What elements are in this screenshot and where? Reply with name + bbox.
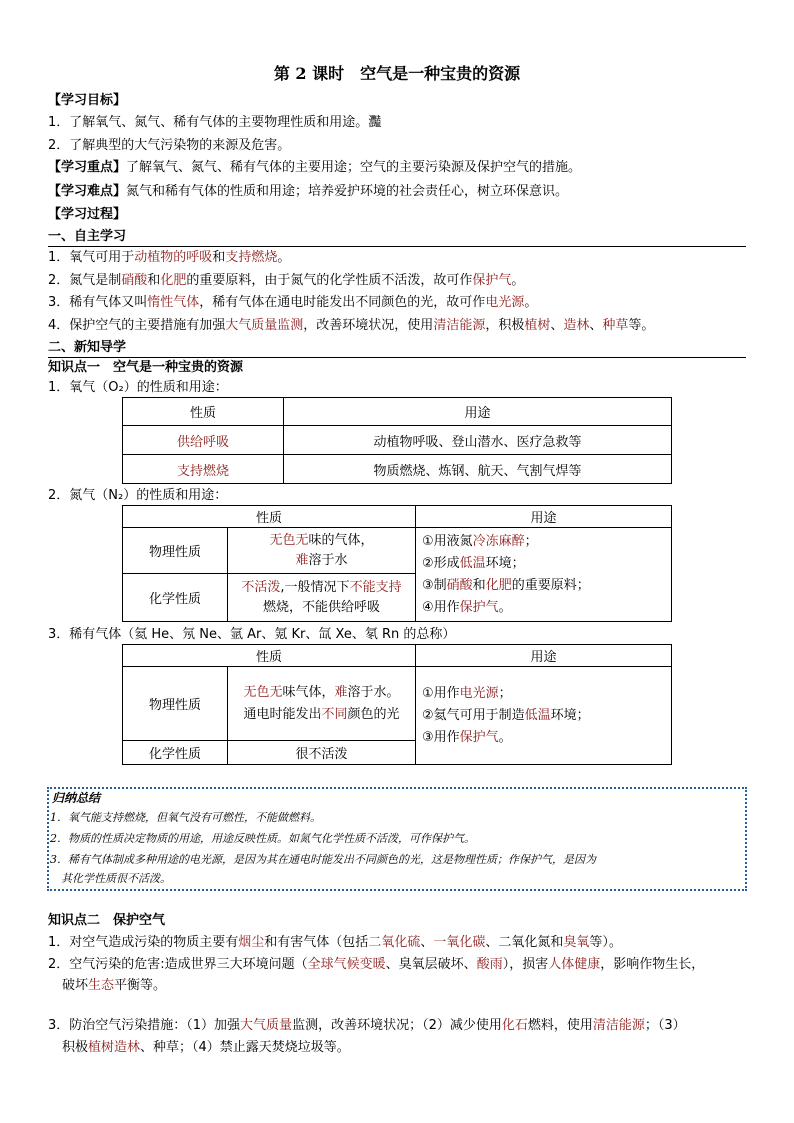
noble-physical [228,667,416,741]
answer: 种草 [602,318,629,333]
point2-line-5 [62,1038,350,1058]
row-label: 化学性质 [123,741,228,765]
point2-title: 知识点二 保护空气 [48,913,166,928]
text: ②氦气可用于制造 [422,707,525,723]
answer: 无 [295,532,309,548]
summary-box [47,787,747,891]
summary-item: 1．氧气能支持燃烧，但氧气没有可燃性，不能做燃料。 [50,811,321,824]
answer: 植树 [524,318,551,333]
summary-item: 2．物质的性质决定物质的用途，用途反映性质。如氮气化学性质不活泼，可作保护气。 [50,832,475,845]
objective-item: 1．了解氧气、氮气、稀有气体的主要物理性质和用途。灩 [48,115,382,130]
text: ③制 [422,577,447,593]
summary-heading: 归纳总结 [52,791,101,805]
text: 1．氧气可用于 [48,250,135,265]
text: 的重要原料； [511,577,590,593]
summary-item: 其化学性质很不活泼。 [61,872,171,885]
column-header: 性质 [123,398,284,426]
text: 和有害气体（包括 [264,935,369,950]
nitrogen-caption: 2．氮气（N₂）的性质和用途： [48,488,228,503]
text: 燃料，使用 [527,1018,593,1033]
oxygen-caption: 1．氧气（O₂）的性质和用途： [48,380,228,395]
text: 环境； [550,707,590,723]
answer: 大气质量 [240,1018,293,1033]
new-knowledge-heading: 二、新知导学 [48,340,127,355]
answer: 烟尘 [238,935,265,950]
column-header: 用途 [416,506,672,528]
row-label: 物理性质 [123,528,228,574]
answer: 动植物的呼吸 [134,250,213,265]
row-label: 物理性质 [123,667,228,741]
text: 、 [550,318,564,333]
noble-caption: 3．稀有气体（氦 He、氖 Ne、氩 Ar、氪 Kr、氙 Xe、氡 Rn 的总称） [48,627,456,642]
text: ），损害 [502,957,549,972]
self-study-line-1 [48,248,290,268]
nitrogen-chemical [228,574,416,622]
text: ④用作 [422,599,460,615]
text: ，稀有气体在通电时能发出不同颜色的光，故可作 [199,295,486,310]
noble-chemical: 很不活泼 [228,741,416,765]
answer: 无色 [269,532,296,548]
text: 监测，改善环境状况；（2）减少使用 [292,1018,502,1033]
text: 等。 [628,318,655,333]
key-points-text: 了解氧气、氮气、稀有气体的主要用途；空气的主要污染源及保护空气的措施。 [126,160,582,175]
text: 味气体， [282,684,335,700]
text: ，积极 [485,318,525,333]
answer: 不活泼 [241,579,281,595]
text: 4．保护空气的主要措施有加强 [48,318,226,333]
noble-gas-table [122,644,672,765]
answer: 大气质量监测 [225,318,304,333]
text: 和 [472,577,486,593]
self-study-line-4 [48,316,654,336]
text: ①用液氮 [422,533,473,549]
answer: 惰性气体 [147,295,200,310]
text: 的重要原料，由于氮气的化学性质不活泼，故可作 [186,273,473,288]
text: 和 [147,273,161,288]
text: 和 [212,250,226,265]
answer: 硝酸 [121,273,148,288]
answer: 不同 [321,706,348,722]
answer: 造林 [563,318,590,333]
answer: 保护气 [459,729,499,745]
difficulties [48,182,568,202]
answer: 难 [295,552,309,568]
text: ③用作 [422,729,460,745]
objective-item: 2．了解典型的大气污染物的来源及危害。 [48,138,291,153]
answer: 人体健康 [548,957,601,972]
text: 、种草；（4）禁止露天焚烧垃圾等。 [140,1040,350,1055]
text: 。 [498,599,512,615]
answer: 无色 [243,684,270,700]
text: 溶于水 [308,552,348,568]
nitrogen-table [122,505,672,622]
oxygen-property: 支持燃烧 [123,455,284,484]
point2-line-4 [48,1016,686,1036]
text: 。 [277,250,291,265]
answer: 硝酸 [446,577,473,593]
oxygen-use: 动植物呼吸、登山潜水、医疗急救等 [284,426,672,455]
text: 。 [498,729,512,745]
text: 3．防治空气污染措施：（1）加强 [48,1018,241,1033]
text: ；（3） [644,1018,686,1033]
answer: 冷冻麻醉 [472,533,525,549]
key-points [48,158,581,178]
text: 颜色的光 [347,706,400,722]
answer: 电光源 [485,295,525,310]
key-points-label: 【学习重点】 [48,160,127,175]
text: 。 [524,295,538,310]
text: 溶于水。 [347,684,400,700]
text: 燃烧，不能供给呼吸 [262,599,380,615]
column-header: 用途 [284,398,672,426]
self-study-line-3 [48,293,537,313]
text: 环境； [485,555,525,571]
answer: 植树造林 [88,1040,141,1055]
text: ； [524,533,538,549]
answer: 二氧化硫 [368,935,421,950]
answer: 化肥 [485,577,512,593]
answer: 清洁能源 [592,1018,645,1033]
answer: 低温 [524,707,551,723]
self-study-line-2 [48,271,524,291]
column-header: 性质 [123,645,416,667]
answer: 一氧化碳 [433,935,486,950]
text: ，影响作物生长， [600,957,705,972]
point2-line-2 [48,955,704,975]
answer: 臭氧 [563,935,590,950]
text: 通电时能发出 [243,706,322,722]
answer: 支持燃烧 [225,250,278,265]
answer: 电光源 [459,685,499,701]
answer: 保护气 [472,273,512,288]
text: ，改善环境状况，使用 [303,318,434,333]
column-header: 性质 [123,506,416,528]
answer: 化肥 [160,273,187,288]
answer: 化石 [501,1018,528,1033]
text: 2．空气污染的危害:造成世界三大环境问题（ [48,957,308,972]
text: 破坏 [62,978,89,993]
answer: 保护气 [459,599,499,615]
text: ②形成 [422,555,460,571]
text: 3．稀有气体又叫 [48,295,148,310]
answer: 生态 [88,978,115,993]
difficulties-label: 【学习难点】 [48,184,127,199]
text: 、 [589,318,603,333]
text: 1．对空气造成污染的物质主要有 [48,935,239,950]
oxygen-property: 供给呼吸 [123,426,284,455]
answer: 清洁能源 [433,318,486,333]
objectives-heading: 【学习目标】 [48,93,127,108]
text: 、臭氧层破坏、 [385,957,477,972]
difficulties-text: 氮气和稀有气体的性质和用途；培养爱护环境的社会责任心，树立环保意识。 [126,184,569,199]
answer: 难 [334,684,348,700]
point2-line-3 [62,976,166,996]
oxygen-table [122,397,672,484]
answer: 酸雨 [476,957,503,972]
section-divider [48,246,746,247]
page-title: 第 2 课时 空气是一种宝贵的资源 [273,64,521,83]
noble-uses [416,667,672,765]
answer: 全球气候变暖 [307,957,386,972]
process-heading: 【学习过程】 [48,207,127,222]
text: 、 [420,935,434,950]
oxygen-use: 物质燃烧、炼钢、航天、气割气焊等 [284,455,672,484]
text: 等）。 [589,935,622,950]
point1-title: 知识点一 空气是一种宝贵的资源 [48,360,244,375]
text: ,一般情况下 [280,579,350,595]
text: 2．氮气是制 [48,273,122,288]
self-study-heading: 一、自主学习 [48,229,127,244]
text: 积极 [62,1040,89,1055]
summary-item: 3．稀有气体制成多种用途的电光源，是因为其在通电时能发出不同颜色的光，这是物理性质；作保护气，是因为 [50,853,596,866]
nitrogen-physical [228,528,416,574]
row-label: 化学性质 [123,574,228,622]
text: ； [498,685,512,701]
text: ①用作 [422,685,460,701]
point2-line-1 [48,933,622,953]
nitrogen-uses [416,528,672,622]
answer: 不能支持 [349,579,402,595]
column-header: 用途 [416,645,672,667]
answer: 低温 [459,555,486,571]
text: 、二氧化氮和 [485,935,564,950]
text: 平衡等。 [114,978,167,993]
text: 味的气体， [308,532,374,548]
answer: 无 [269,684,283,700]
text: 。 [511,273,525,288]
